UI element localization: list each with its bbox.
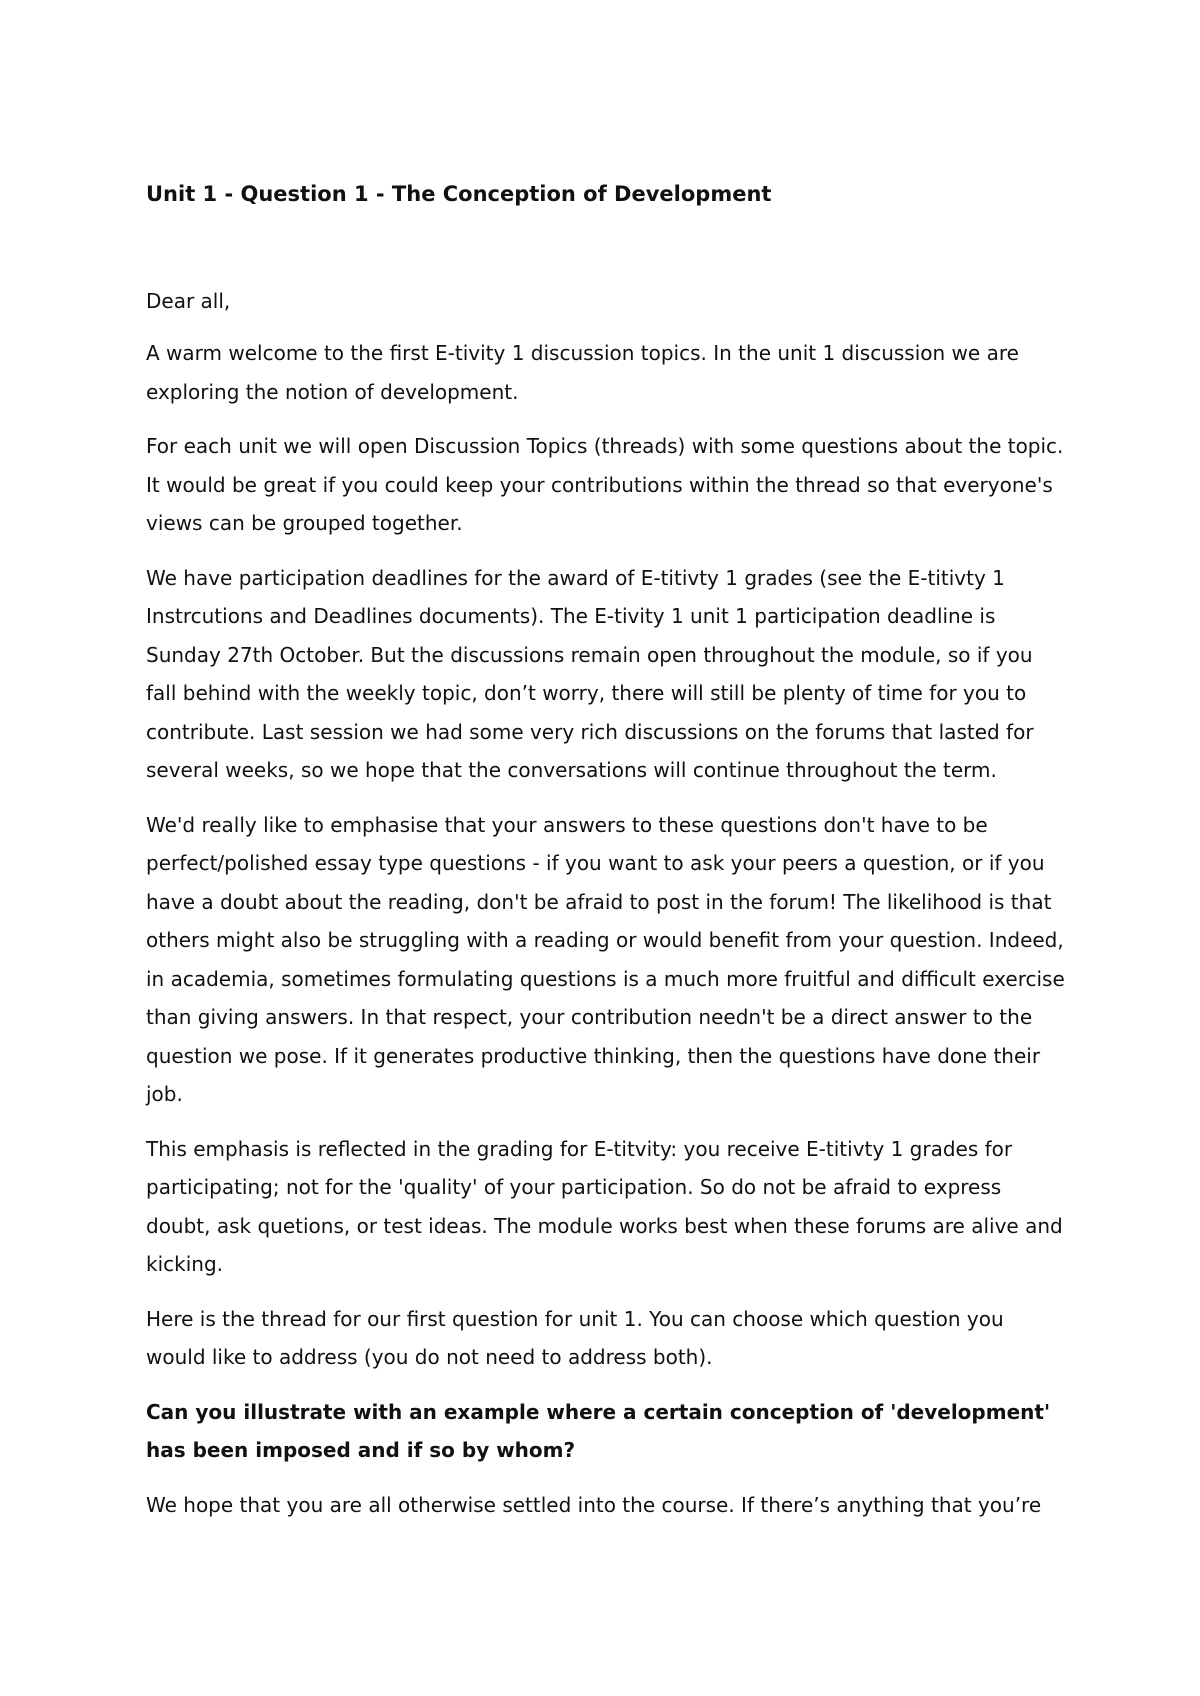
document-body: [146, 176, 1066, 1524]
discussion-question: Can you illustrate with an example where a certain conception of 'development' has been imposed and if so by whom?: [146, 1399, 1051, 1462]
paragraph-threads: For each unit we will open Discussion Topics (threads) with some questions about the topic. It would be great if you could keep your contributions within the thread so that everyone's views can be grouped together.: [146, 434, 1064, 535]
paragraph-closing: We hope that you are all otherwise settled into the course. If there’s anything that you’re: [146, 1492, 1042, 1517]
paragraph-grading: This emphasis is reflected in the grading for E-titvity: you receive E-titivty 1 grades for participating; not for the 'quality' of your participation. So do not be afraid to express doubt, ask quetions, or test ideas. The module works best when these forums are alive and kicking.: [146, 1136, 1063, 1276]
paragraph-emphasis: We'd really like to emphasise that your answers to these questions don't have to be perfect/polished essay type questions - if you want to ask your peers a question, or if you have a doubt about the reading, don't be afraid to post in the forum! The likelihood is that others might also be struggling with a reading or would benefit from your question. Indeed, in academia, sometimes formulating questions is a much more fruitful and difficult exercise than giving answers. In that respect, your contribution needn't be a direct answer to the question we pose. If it generates productive thinking, then the questions have done their job.: [146, 812, 1065, 1106]
salutation: Dear all,: [146, 289, 231, 313]
paragraph-deadlines: We have participation deadlines for the award of E-titivty 1 grades (see the E-titivty 1 Instrcutions and Deadlines documents). The E-tivity 1 unit 1 participation deadline is Sunday 27th October. But the discussions remain open throughout the module, so if you fall behind with the weekly topic, don’t worry, there will still be plenty of time for you to contribute. Last session we had some very rich discussions on the forums that lasted for several weeks, so we hope that the conversations will continue throughout the term.: [146, 565, 1034, 782]
paragraph-thread-intro: Here is the thread for our first question for unit 1. You can choose which question you would like to address (you do not need to address both).: [146, 1306, 1004, 1369]
paragraph-welcome: A warm welcome to the first E-tivity 1 discussion topics. In the unit 1 discussion we are exploring the notion of development.: [146, 341, 1019, 404]
document-title: Unit 1 - Question 1 - The Conception of Development: [146, 182, 772, 206]
